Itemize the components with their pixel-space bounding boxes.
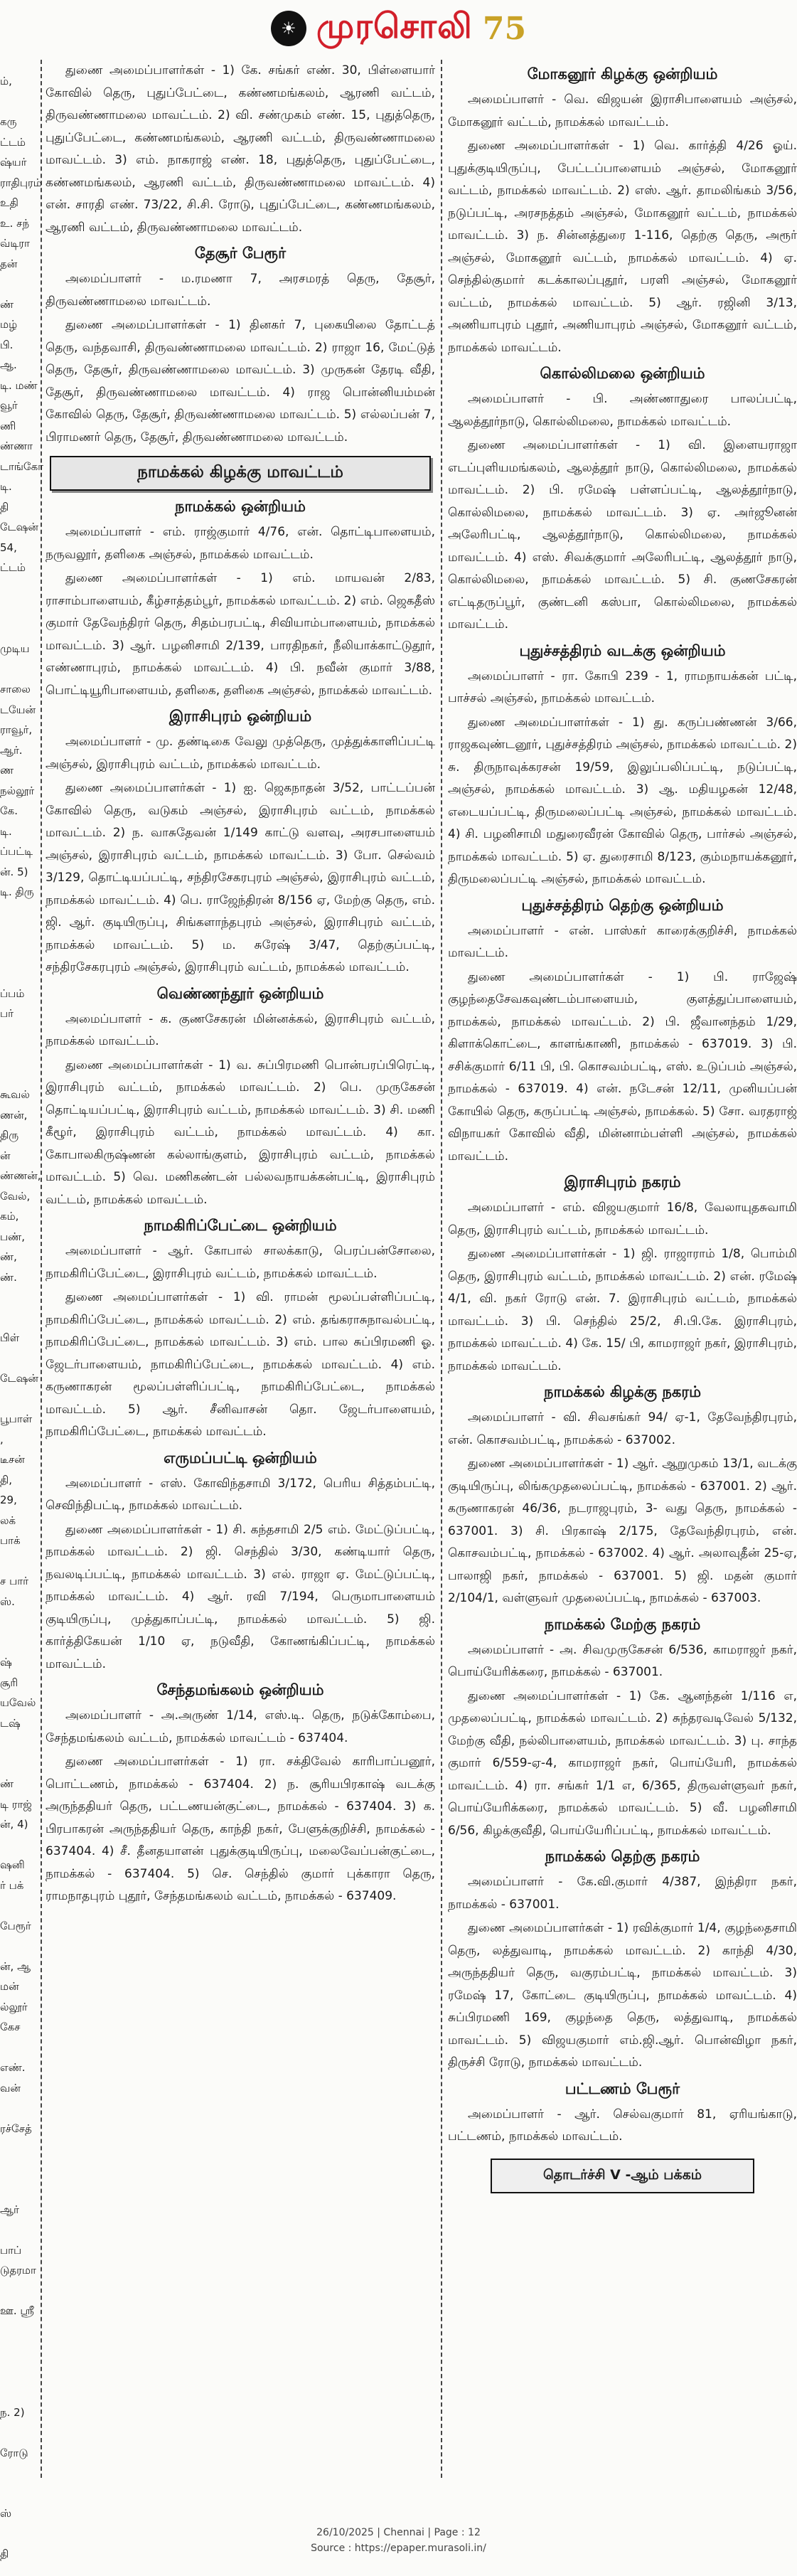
- masthead: [0, 0, 797, 57]
- cut-off-text-fragment: [0, 2321, 37, 2342]
- section-heading: இராசிபுரம் ஒன்றியம்: [169, 708, 312, 725]
- cut-off-text-fragment: [0, 2139, 37, 2159]
- cut-off-text-fragment: [0, 659, 37, 680]
- cut-off-text-fragment: [0, 92, 37, 112]
- cut-off-text-fragment: பாக்: [0, 1534, 21, 1547]
- appointment-paragraph: அமைப்பாளர் - ரா. கோபி 239 - 1, ராமநாயக்கன் பட்டி, பாச்சல் அஞ்சல், நாமக்கல் மாவட்டம்.: [448, 669, 797, 706]
- newspaper-logo: முரசொலி: [316, 6, 473, 46]
- appointment-paragraph: அமைப்பாளர் - வெ. விஜயன் இராசிபாளையம் அஞ்சல், மோகனூர் வட்டம், நாமக்கல் மாவட்டம்.: [448, 92, 797, 129]
- cut-off-text-fragment: டயேன்: [0, 703, 36, 716]
- appointment-paragraph: அமைப்பாளர் - என். பாஸ்கர் காரைக்குறிச்சி, நாமக்கல் மாவட்டம்.: [448, 923, 797, 960]
- cut-off-text-fragment: தி: [0, 500, 9, 513]
- cut-off-text-fragment: ண்,: [0, 1250, 17, 1263]
- cut-off-text-fragment: [0, 2341, 37, 2362]
- cut-off-text-fragment: டேஷன்: [0, 1372, 38, 1385]
- cut-off-text-fragment: உதி: [0, 196, 18, 209]
- appointment-paragraph: துணை அமைப்பாளர்கள் - 1) சி. கந்தசாமி 2/5 எம். மேட்டுப்பட்டி, நாமக்கல் மாவட்டம். 2) ஜி. செந்தில் 3/30, கண்டியார் தெரு, நவலடிப்பட்டி, நாமக்கல் மாவட்டம். 3) எல். ராஜா ஏ. மேட்டுப்பட்டி, நாமக்கல் மாவட்டம். 4) ஆர். ரவி 7/194, பெருமாபாளையம் குடியிருப்பு, முத்துகாப்பட்டி, நாமக்கல் மாவட்டம். 5) ஜி. கார்த்திகேயன் 1/10 ஏ, நடுவீதி, கோணங்கிப்பட்டி, நாமக்கல் மாவட்டம்.: [46, 1522, 435, 1671]
- cut-off-text-fragment: ஊ. ஸ்ரீ: [0, 2304, 34, 2317]
- cut-off-text-fragment: ன், ஆ: [0, 1959, 31, 1973]
- appointment-paragraph: அமைப்பாளர் - அ. சிவமுருகேசன் 6/536, காமராஜர் நகர், பொய்யேரிக்கரை, நாமக்கல் - 637001.: [448, 1642, 797, 1679]
- section-heading: நாமக்கல் மேற்கு நகரம்: [544, 1615, 701, 1633]
- cut-off-text-fragment: டீசன்: [0, 1453, 25, 1466]
- cut-off-text-fragment: [0, 2281, 37, 2301]
- cut-off-text-fragment: [0, 2220, 37, 2240]
- cut-off-text-fragment: உ. சந்: [0, 216, 30, 230]
- cut-off-text-fragment: டி.: [0, 824, 12, 838]
- cut-off-text-fragment: [0, 619, 37, 639]
- cut-off-text-fragment: [0, 2484, 37, 2504]
- appointment-paragraph: அமைப்பாளர் - க. குணசேகரன் மின்னக்கல், இராசிபுரம் வட்டம், நாமக்கல் மாவட்டம்.: [46, 1011, 435, 1048]
- cut-off-text-fragment: [0, 1612, 37, 1632]
- page-footer: [0, 2525, 797, 2556]
- cut-off-text-fragment: ட்டம்: [0, 135, 26, 149]
- cut-off-text-fragment: ண: [0, 764, 14, 777]
- cut-off-text-fragment: ஆர்: [0, 2203, 19, 2216]
- cut-off-text-fragment: [0, 922, 37, 943]
- appointment-paragraph: துணை அமைப்பாளர்கள் - 1) ரவிக்குமார் 1/4, குழந்தைசாமி தெரு, லத்துவாடி, நாமக்கல் மாவட்டம். 2) காந்தி 4/30, அருந்ததியர் தெரு, வகுரம்பட்டி, நாமக்கல் மாவட்டம். 3) ரமேஷ் 17, கோட்டை குடியிருப்பு, நாமக்கல் மாவட்டம். 4) சுப்பிரமணி 169, குழந்தை தெரு, லத்துவாடி, நாமக்கல் மாவட்டம். 5) விஜயகுமார் எம்.ஜி.ஆர். பொன்விழா நகர், திருச்சி ரோடு, நாமக்கல் மாவட்டம்.: [448, 1921, 797, 2070]
- cut-off-text-fragment: [0, 1287, 37, 1308]
- cut-off-text-fragment: திரு: [0, 1129, 19, 1141]
- section-heading: வெண்ணந்தூர் ஒன்றியம்: [156, 984, 324, 1002]
- cut-off-text-fragment: கேச: [0, 2021, 21, 2033]
- cut-off-text-fragment: தி,: [0, 1473, 13, 1486]
- section-heading: எருமப்பட்டி ஒன்றியம்: [164, 1449, 317, 1467]
- middle-column: [46, 60, 435, 2506]
- cut-off-text-fragment: ஆ.: [0, 358, 17, 371]
- cut-off-text-fragment: [0, 963, 37, 984]
- continued-on-page-box: தொடர்ச்சி V -ஆம் பக்கம்: [491, 2159, 754, 2193]
- appointment-paragraph: அமைப்பாளர் - ஆர். செல்வகுமார் 81, ஏரியங்காடு, பட்டணம், நாமக்கல் மாவட்டம்.: [448, 2107, 797, 2144]
- appointment-paragraph: துணை அமைப்பாளர்கள் - 1) ரா. சக்திவேல் காரிபாப்பனூர், பொட்டணம், நாமக்கல் - 637404. 2) ந. சூரியபிரகாஷ் வடக்கு அருந்ததியர் தெரு, பட்டணயன்குட்டை, நாமக்கல் - 637404. 3) க. பிரபாகரன் அருந்ததியர் தெரு, காந்தி நகர், பேளுக்குறிச்சி, நாமக்கல் - 637404. 4) சீ. தீனதயாளன் புதுக்குடியிருப்பு, மலைவேப்பன்குட்டை, நாமக்கல் - 637404. 5) செ. செந்தில் குமார் புக்காரா தெரு, ராமநாதபுரம் புதூர், சேந்தமங்கலம் வட்டம், நாமக்கல் - 637409.: [46, 1755, 435, 1903]
- cut-off-text-fragment: ம்,: [0, 75, 12, 87]
- cut-off-text-fragment: ஸ்: [0, 2507, 12, 2520]
- cut-off-text-fragment: ன், 4): [0, 1818, 28, 1831]
- appointment-paragraph: அமைப்பாளர் - மு. தண்டிகை வேலு முத்தெரு, முத்துக்காளிப்பட்டி அஞ்சல், இராசிபுரம் வட்டம், நாமக்கல் மாவட்டம்.: [46, 735, 435, 772]
- cut-off-text-fragment: கூவல்: [0, 1088, 30, 1101]
- cut-off-text-fragment: மன்: [0, 1980, 19, 1993]
- cut-off-text-fragment: ஷ்: [0, 1656, 12, 1668]
- cut-off-text-fragment: [0, 2422, 37, 2443]
- rising-sun-emblem-icon: ☀: [271, 11, 306, 46]
- cut-off-text-fragment: 29,: [0, 1494, 17, 1506]
- cut-off-text-fragment: பூபாள்: [0, 1412, 33, 1425]
- cut-off-text-fragment: வேல்,: [0, 1189, 31, 1203]
- cut-off-text-fragment: ல்லூர்: [0, 2000, 28, 2013]
- edition-line: 26/10/2025 | Chennai | Page : 12: [316, 2527, 481, 2538]
- cut-off-text-fragment: டி. திரு: [0, 885, 34, 898]
- right-column: [448, 60, 797, 2506]
- cut-off-text-fragment: [0, 943, 37, 964]
- section-heading: நாமக்கல் தெற்கு நகரம்: [545, 1848, 700, 1865]
- appointment-paragraph: துணை அமைப்பாளர்கள் - 1) வெ. கார்த்தி 4/26 ஓய். புதுக்குடியிருப்பு, பேட்டப்பாளையம் அஞ்சல், மோகனூர் வட்டம், நாமக்கல் மாவட்டம். 2) எஸ். ஆர். தாமலிங்கம் 3/56, நடுப்பட்டி, அரசநத்தம் அஞ்சல், மோகனூர் வட்டம், நாமக்கல் மாவட்டம். 3) ந. சின்னத்துரை 1-116, தெற்கு தெரு, அரூர் அஞ்சல், மோகனூர் வட்டம், நாமக்கல் மாவட்டம். 4) ஏ. செந்தில்குமார் கடக்காலப்புதூர், பரளி அஞ்சல், மோகனூர் வட்டம், நாமக்கல் மாவட்டம். 5) ஆர். ரஜினி 3/13, அணியாபுரம் புதூர், அணியாபுரம் அஞ்சல், மோகனூர் வட்டம், நாமக்கல் மாவட்டம்.: [448, 139, 797, 355]
- cut-off-text-fragment: டுதரமா: [0, 2264, 36, 2277]
- cut-off-text-fragment: ர் பக்: [0, 1878, 24, 1892]
- anniversary-75-badge: 75: [482, 10, 527, 47]
- cut-off-text-fragment: ஸ்.: [0, 1595, 15, 1608]
- cut-off-text-fragment: [0, 1389, 37, 1410]
- section-heading: சேந்தமங்கலம் ஒன்றியம்: [156, 1681, 324, 1698]
- cut-off-text-fragment: [0, 2463, 37, 2484]
- cut-off-text-fragment: ச பார்: [0, 1575, 28, 1587]
- cut-off-text-fragment: தி: [0, 2548, 9, 2560]
- cut-off-text-fragment: [0, 274, 37, 294]
- cut-off-text-fragment: [0, 1024, 37, 1045]
- cut-off-text-fragment: டி.: [0, 480, 12, 493]
- cut-off-text-fragment: [0, 1632, 37, 1653]
- section-heading: நாமகிரிப்பேட்டை ஒன்றியம்: [144, 1217, 337, 1234]
- appointment-paragraph: அமைப்பாளர் - எம். விஜயகுமார் 16/8, வேலாயுதசுவாமி தெரு, இராசிபுரம் வட்டம், நாமக்கல் மாவட்டம்.: [448, 1201, 797, 1238]
- cut-off-text-fragment: ணன்,: [0, 1108, 28, 1122]
- cut-off-text-fragment: [0, 578, 37, 599]
- appointment-paragraph: துணை அமைப்பாளர்கள் - 1) து. கருப்பண்ணன் 3/66, ராஜகவுண்டனூர், புதுச்சத்திரம் அஞ்சல், நாமக்கல் மாவட்டம். 2) சு. திருநாவுக்கரசன் 19/59, இலுப்பலிப்பட்டி, நடுப்பட்டி, அஞ்சல், நாமக்கல் மாவட்டம். 3) ஆ. மதியழகன் 12/48, எடையப்பட்டி, திருமலைப்பட்டி அஞ்சல், நாமக்கல் மாவட்டம். 4) சி. பழனிசாமி மதுரைவீரன் கோவில் தெரு, பார்சல் அஞ்சல், நாமக்கல் மாவட்டம். 5) ஏ. துரைசாமி 8/123, கும்மநாயக்கனூர், திருமலைப்பட்டி அஞ்சல், நாமக்கல் மாவட்டம்.: [448, 715, 797, 886]
- appointment-paragraph: அமைப்பாளர் - எஸ். கோவிந்தசாமி 3/172, பெரிய சித்தம்பட்டி, செவிந்திபட்டி, நாமக்கல் மாவட்டம்.: [46, 1476, 435, 1513]
- cut-off-text-fragment: ஆர்.: [0, 743, 23, 757]
- cut-off-text-fragment: ராதிபுரம்: [0, 176, 42, 189]
- appointment-paragraph: துணை அமைப்பாளர்கள் - 1) வி. ராமன் மூலப்பள்ளிப்பட்டி, நாமகிரிப்பேட்டை, நாமக்கல் மாவட்டம். 2) எம். தங்கராசுநாவல்பட்டி, நாமகிரிப்பேட்டை, நாமக்கல் மாவட்டம். 3) எம். பால சுப்பிரமணி ஓ. ஜேடர்பாளையம், நாமகிரிப்பேட்டை, நாமக்கல் மாவட்டம். 4) எம். கருணாகரன் மூலப்பள்ளிப்பட்டி, நாமகிரிப்பேட்டை, நாமக்கல் மாவட்டம். 5) ஆர். சீனிவாசன் தொ. ஜேடர்பாளையம், நாமகிரிப்பேட்டை, நாமக்கல் மாவட்டம்.: [46, 1290, 435, 1439]
- appointment-paragraph: அமைப்பாளர் - அ.அருண் 1/14, எஸ்.டி. தெரு, நடுக்கோம்பை, சேந்தமங்கலம் வட்டம், நாமக்கல் மாவட்டம் - 637404.: [46, 1708, 435, 1745]
- section-heading: நாமக்கல் ஒன்றியம்: [175, 498, 306, 515]
- cut-off-text-fragment: [0, 2179, 37, 2200]
- cut-off-text-fragment: எண்.: [0, 2061, 26, 2074]
- cut-off-text-fragment: தன்: [0, 257, 18, 270]
- cut-off-text-fragment: ண்ணன்,: [0, 1169, 41, 1182]
- appointment-paragraph: அமைப்பாளர் - வி. சிவசங்கர் 94/ ஏ-1, தேவேந்திரபுரம், என். கொசவம்பட்டி, நாமக்கல் - 637002.: [448, 1410, 797, 1447]
- cut-off-text-fragment: [0, 2362, 37, 2383]
- section-heading: கொல்லிமலை ஒன்றியம்: [540, 365, 705, 382]
- cut-off-text-fragment: பி.: [0, 338, 14, 351]
- cut-off-text-fragment: பர்: [0, 1007, 14, 1020]
- cut-off-text-fragment: ராவூர்,: [0, 723, 33, 736]
- appointment-paragraph: துணை அமைப்பாளர்கள் - 1) தினகர் 7, புகையிலை தோட்டத் தெரு, வந்தவாசி, திருவண்ணாமலை மாவட்டம். 2) ராஜா 16, மேட்டுத் தெரு, தேசூர், திருவண்ணாமலை மாவட்டம். 3) முருகன் தேரடி வீதி, தேசூர், திருவண்ணாமலை மாவட்டம். 4) ராஜ பொன்னியம்மன் கோவில் தெரு, தேசூர், திருவண்ணாமலை மாவட்டம். 5) எல்லப்பன் 7, பிராமணர் தெரு, தேசூர், திருவண்ணாமலை மாவட்டம்.: [46, 318, 435, 445]
- appointment-paragraph: துணை அமைப்பாளர்கள் - 1) எம். மாயவன் 2/83, ராசாம்பாளையம், கீழ்சாத்தம்பூர், நாமக்கல் மாவட்டம். 2) எம். ஜெகதீஸ் குமார் தேவேந்திரர் தெரு, சிதம்பரபட்டி, சிவியாம்பாளையம், நாமக்கல் மாவட்டம். 3) ஆர். பழனிசாமி 2/139, பாரதிநகர், நீலியாக்காட்டுதூர், எண்ணாபுரம், நாமக்கல் மாவட்டம். 4) பி. நவீன் குமார் 3/88, பொட்டியூரிபாளையம், தளிகை, தளிகை அஞ்சல், நாமக்கல் மாவட்டம்.: [46, 571, 435, 698]
- source-link[interactable]: Source : https://epaper.murasoli.in/: [311, 2543, 486, 2554]
- cut-off-text-fragment: ண்ணா: [0, 440, 33, 452]
- cut-off-text-fragment: ன்: [0, 1149, 11, 1162]
- cut-off-text-fragment: கே.: [0, 804, 18, 817]
- appointment-paragraph: அமைப்பாளர் - கே.வி.குமார் 4/387, இந்திரா நகர், நாமக்கல் - 637001.: [448, 1875, 797, 1912]
- cut-off-text-fragment: டேஷன்: [0, 521, 38, 533]
- section-heading: தேசூர் பேரூர்: [194, 245, 287, 262]
- cut-off-text-fragment: [0, 2382, 37, 2402]
- cut-off-text-fragment: சூரி: [0, 1676, 18, 1689]
- cut-off-text-fragment: [0, 1044, 37, 1065]
- cut-off-text-fragment: டஷ்: [0, 1716, 21, 1730]
- cut-off-text-fragment: பண்,: [0, 1230, 26, 1243]
- appointment-paragraph: அமைப்பாளர் - பி. அண்ணாதுரை பாலப்பட்டி, ஆலத்தூர்நாடு, கொல்லிமலை, நாமக்கல் மாவட்டம்.: [448, 392, 797, 429]
- cut-off-text-fragment: ரச்சேத்: [0, 2122, 32, 2135]
- cut-off-text-fragment: டி ராஜ்: [0, 1797, 32, 1811]
- cut-off-text-fragment: வூர்: [0, 399, 18, 412]
- cut-off-text-fragment: ப்பம்: [0, 986, 25, 1000]
- cut-off-text-fragment: [0, 2038, 37, 2058]
- appointment-paragraph: துணை அமைப்பாளர்கள் - 1) கே. சங்கர் எண். 30, பிள்ளையார் கோவில் தெரு, புதுப்பேட்டை, கண்ணமங்கலம், ஆரணி வட்டம், திருவண்ணாமலை மாவட்டம். 2) வி. சண்முகம் எண். 15, புதுத்தெரு, புதுப்பேட்டை, கண்ணமங்கலம், ஆரணி வட்டம், திருவண்ணாமலை மாவட்டம். 3) எம். நாகராஜ் எண். 18, புதுத்தெரு, புதுப்பேட்டை, கண்ணமங்கலம், ஆரணி வட்டம், திருவண்ணாமலை மாவட்டம். 4) என். சாரதி எண். 73/22, சி.சி. ரோடு, புதுப்பேட்டை, கண்ணமங்கலம், ஆரணி வட்டம், திருவண்ணாமலை மாவட்டம்.: [46, 63, 435, 235]
- cut-off-text-fragment: டாங்கோ: [0, 459, 43, 473]
- cut-off-text-fragment: [0, 1895, 37, 1916]
- appointment-paragraph: துணை அமைப்பாளர்கள் - 1) ஆர். ஆறுமுகம் 13/1, வடக்கு குடியிருப்பு, லிங்கமுதலைப்பட்டி, நாமக்கல் - 637001. 2) ஆர். கருணாகரன் 46/36, நடராஜபுரம், 3- வது தெரு, நாமக்கல் - 637001. 3) சி. பிரகாஷ் 2/175, தேவேந்திரபுரம், என். கொசவம்பட்டி, நாமக்கல் - 637002. 4) ஆர். அலாவுதீன் 25-ஏ, பாலாஜி நகர், நாமக்கல் - 637001. 5) ஜி. மதன் குமார் 2/104/1, வள்ளுவர் முதலைப்பட்டி, நாமக்கல் - 637003.: [448, 1457, 797, 1605]
- cut-off-text-fragment: வ்டிரா: [0, 237, 30, 250]
- district-title-box: நாமக்கல் கிழக்கு மாவட்டம்: [50, 456, 431, 491]
- cut-off-text-fragment: ன். 5): [0, 865, 28, 878]
- cut-off-text-fragment: ண்.: [0, 1270, 17, 1284]
- cut-off-text-fragment: பாப்: [0, 2243, 22, 2257]
- cut-off-text-fragment: யவேல்: [0, 1696, 36, 1709]
- cut-off-text-fragment: நல்லூர்: [0, 784, 35, 797]
- appointment-paragraph: அமைப்பாளர் - ம.ரமணா 7, அரசமரத் தெரு, தேசூர், திருவண்ணாமலை மாவட்டம்.: [46, 272, 435, 309]
- section-heading: புதுச்சத்திரம் வடக்கு ஒன்றியம்: [519, 642, 726, 659]
- cut-off-text-fragment: [0, 1936, 37, 1957]
- cut-off-text-fragment: [0, 1733, 37, 1754]
- cut-off-text-fragment: [0, 1308, 37, 1329]
- cut-off-text-fragment: ட்டம்: [0, 561, 26, 574]
- cut-off-text-fragment: [0, 903, 37, 923]
- cut-off-text-fragment: [0, 598, 37, 619]
- cut-off-text-fragment: [0, 1551, 37, 1572]
- cut-off-text-fragment: ண்: [0, 297, 14, 311]
- cut-off-text-fragment: கம்,: [0, 1210, 19, 1223]
- section-heading: பட்டணம் பேரூர்: [565, 2080, 680, 2097]
- cut-off-text-fragment: முடிய: [0, 642, 30, 655]
- appointment-paragraph: துணை அமைப்பாளர்கள் - 1) பி. ராஜேஷ் குழந்தைசேவகவுண்டம்பாளையம், குளத்துப்பாளையம், நாமக்கல், நாமக்கல் மாவட்டம். 2) பி. ஜீவானந்தம் 1/29, கிளாக்கொட்டை, காளங்காணி, நாமக்கல் - 637019. 3) பி. சசிக்குமார் 6/11 பி, பி. கொசவம்பட்டி, எஸ். உடுப்பம் அஞ்சல், நாமக்கல் - 637019. 4) என். நடேசன் 12/11, முனியப்பன் கோயில் தெரு, கருப்பட்டி அஞ்சல், நாமக்கல். 5) சோ. வரதராஜ் விநாயகர் கோவில் வீதி, மின்னாம்பள்ளி அஞ்சல், நாமக்கல் மாவட்டம்.: [448, 969, 797, 1164]
- cut-off-text-fragment: ந. 2): [0, 2405, 25, 2419]
- cut-off-text-fragment: ஷ்யர்: [0, 156, 27, 169]
- cut-off-text-fragment: சாலை: [0, 683, 31, 696]
- cut-off-text-fragment: [0, 1348, 37, 1369]
- cut-off-text-fragment: கரு: [0, 115, 17, 128]
- appointment-paragraph: துணை அமைப்பாளர்கள் - 1) ஜி. ராஜாராம் 1/8, பொம்மி தெரு, இராசிபுரம் வட்டம், நாமக்கல் மாவட்டம். 2) என். ரமேஷ் 4/1, வி. நகர் ரோடு என். 7. இராசிபுரம் வட்டம், நாமக்கல் மாவட்டம். 3) பி. செந்தில் 25/2, சி.பி.கே. இராசிபுரம், நாமக்கல் மாவட்டம். 4) கே. 15/ பி, காமராஜர் நகர், இராசிபுரம், நாமக்கல் மாவட்டம்.: [448, 1247, 797, 1373]
- cut-off-text-fragment: [0, 1065, 37, 1085]
- cut-off-text-fragment: [0, 2159, 37, 2180]
- section-heading: மோகனூர் கிழக்கு ஒன்றியம்: [527, 65, 718, 83]
- cut-off-text-fragment: [0, 2098, 37, 2119]
- cut-off-text-fragment: ,: [0, 1432, 4, 1446]
- cut-off-text-fragment: ரோடு: [0, 2446, 28, 2459]
- section-heading: நாமக்கல் கிழக்கு நகரம்: [544, 1383, 701, 1400]
- appointment-paragraph: துணை அமைப்பாளர்கள் - 1) வ. சுப்பிரமணி பொன்பரப்பிரெட்டி, இராசிபுரம் வட்டம், நாமக்கல் மாவட்டம். 2) பெ. முருகேசன் தொட்டியப்பட்டி, இராசிபுரம் வட்டம், நாமக்கல் மாவட்டம். 3) சி. மணி கீழூர், இராசிபுரம் வட்டம், நாமக்கல் மாவட்டம். 4) கா. கோபாலகிருஷ்ணன் கல்லாங்குளம், இராசிபுரம் வட்டம், நாமக்கல் மாவட்டம். 5) வெ. மணிகண்டன் பல்லவநாயக்கன்பட்டி, இராசிபுரம் வட்டம், நாமக்கல் மாவட்டம்.: [46, 1058, 435, 1207]
- section-heading: புதுச்சத்திரம் தெற்கு ஒன்றியம்: [521, 896, 724, 914]
- cut-off-text-fragment: ஷனி: [0, 1858, 25, 1871]
- cut-off-text-fragment: ணி: [0, 419, 16, 432]
- appointment-paragraph: துணை அமைப்பாளர்கள் - 1) கே. ஆனந்தன் 1/116 எ, முதலைப்பட்டி, நாமக்கல் மாவட்டம். 2) சுந்தரவடிவேல் 5/132, மேற்கு வீதி, நல்லிபாளையம், நாமக்கல் மாவட்டம். 3) பு. சாந்த குமார் 6/559-ஏ-4, காமராஜர் நகர், பொய்யேரி, நாமக்கல் மாவட்டம். 4) ரா. சங்கர் 1/1 எ, 6/365, திருவள்ளுவர் நகர், பொய்யேரிக்கரை, நாமக்கல் மாவட்டம். 5) வீ. பழனிசாமி 6/56, கிழக்குவீதி, பொய்யேரிப்பட்டி, நாமக்கல் மாவட்டம்.: [448, 1688, 797, 1838]
- cut-off-text-fragment: டி. மண்: [0, 378, 38, 392]
- left-column-fragments: [0, 60, 43, 2560]
- section-heading: இராசிபுரம் நகரம்: [564, 1173, 681, 1191]
- appointment-paragraph: துணை அமைப்பாளர்கள் - 1) வி. இளையராஜா எடப்புளியமங்கலம், ஆலத்தூர் நாடு, கொல்லிமலை, நாமக்கல் மாவட்டம். 2) பி. ரமேஷ் பள்ளப்பட்டி, ஆலத்தூர்நாடு, கொல்லிமலை, நாமக்கல் மாவட்டம். 3) ஏ. அர்ஜூனன் அலேரிபட்டி, ஆலத்தூர்நாடு, கொல்லிமலை, நாமக்கல் மாவட்டம். 4) எஸ். சிவக்குமார் அலேரிபட்டி, ஆலத்தூர் நாடு, கொல்லிமலை, நாமக்கல் மாவட்டம். 5) சி. குணசேகரன் எட்டிதருப்பூர், குண்டனி கஸ்பா, கொல்லிமலை, நாமக்கல் மாவட்டம்.: [448, 438, 797, 632]
- cut-off-text-fragment: வன்: [0, 2081, 21, 2095]
- cut-off-text-fragment: ப்பட்டி: [0, 845, 33, 858]
- cut-off-text-fragment: பிள்: [0, 1331, 20, 1344]
- cut-off-text-fragment: 54,: [0, 541, 17, 554]
- cut-off-text-fragment: [0, 1835, 37, 1856]
- appointment-paragraph: துணை அமைப்பாளர்கள் - 1) ஐ. ஜெகநாதன் 3/52, பாட்டப்பன் கோவில் தெரு, வடுகம் அஞ்சல், இராசிபுரம் வட்டம், நாமக்கல் மாவட்டம். 2) ந. வாசுதேவன் 1/149 காட்டு வளவு, அரசபாளையம் அஞ்சல், இராசிபுரம் வட்டம், நாமக்கல் மாவட்டம். 3) போ. செல்வம் 3/129, தொட்டியப்பட்டி, சந்திரசேகரபுரம் அஞ்சல், இராசிபுரம் வட்டம், நாமக்கல் மாவட்டம். 4) பெ. ராஜேந்திரன் 8/156 ஏ, மேற்கு தெரு, எம். ஜி. ஆர். குடியிருப்பு, சிங்களாந்தபுரம் அஞ்சல், இராசிபுரம் வட்டம், நாமக்கல் மாவட்டம். 5) ம. சுரேஷ் 3/47, தெற்குப்பட்டி, சந்திரசேகரபுரம் அஞ்சல், இராசிபுரம் வட்டம், நாமக்கல் மாவட்டம்.: [46, 781, 435, 974]
- cut-off-text-fragment: ண்: [0, 1777, 14, 1790]
- appointment-paragraph: அமைப்பாளர் - ஆர். கோபால் சாலக்காடு, பெரப்பன்சோலை, நாமகிரிப்பேட்டை, இராசிபுரம் வட்டம், நாமக்கல் மாவட்டம்.: [46, 1244, 435, 1281]
- cut-off-text-fragment: மழ்: [0, 318, 18, 331]
- appointment-paragraph: அமைப்பாளர் - எம். ராஜ்குமார் 4/76, என். தொட்டிபாளையம், நருவலூர், தளிகை அஞ்சல், நாமக்கல் மாவட்டம்.: [46, 525, 435, 562]
- cut-off-text-fragment: பேரூர்: [0, 1919, 31, 1932]
- cut-off-text-fragment: [0, 1754, 37, 1774]
- cut-off-text-fragment: லக்: [0, 1513, 16, 1527]
